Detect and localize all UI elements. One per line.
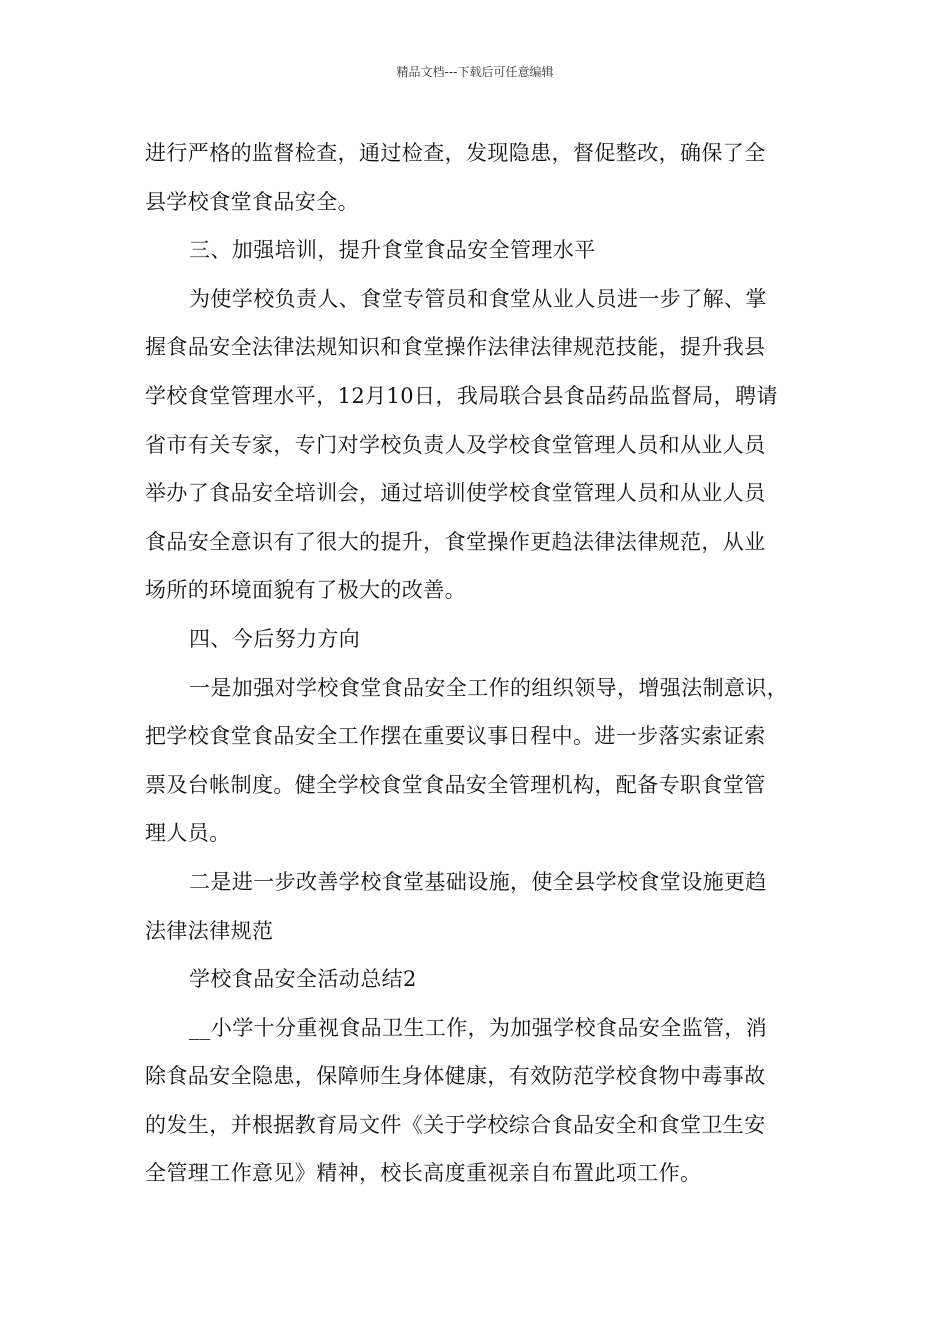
text-line: 理人员。 <box>145 821 231 846</box>
text-line: 场所的环境面貌有了极大的改善。 <box>145 578 466 603</box>
text-line: 举办了食品安全培训会，通过培训使学校食堂管理人员和从业人员 <box>145 481 766 506</box>
text-line: 把学校食堂食品安全工作摆在重要议事日程中。进一步落实索证索 <box>145 724 766 749</box>
text-line: 法律法律规范 <box>145 918 274 943</box>
section-heading: 四、今后努力方向 <box>189 626 361 651</box>
text-line: 进行严格的监督检查，通过检查，发现隐患，督促整改，确保了全 <box>145 141 766 165</box>
text-line: 食品安全意识有了很大的提升，食堂操作更趋法律法律规范，从业 <box>145 529 766 554</box>
text-line: 的发生，并根据教育局文件《关于学校综合食品安全和食堂卫生安 <box>145 1112 766 1137</box>
text-line: 一是加强对学校食堂食品安全工作的组织领导，增强法制意识， <box>189 675 789 700</box>
text-line: __小学十分重视食品卫生工作，为加强学校食品安全监管，消 <box>189 1015 768 1040</box>
text-line: 全管理工作意见》精神，校长高度重视亲自布置此项工作。 <box>145 1161 702 1186</box>
document-body <box>145 129 825 1198</box>
text-line: 二是进一步改善学校食堂基础设施，使全县学校食堂设施更趋 <box>189 869 767 894</box>
text-line: 握食品安全法律法规知识和食堂操作法律法律规范技能，提升我县 <box>145 335 766 360</box>
document-subtitle: 学校食品安全活动总结2 <box>189 967 417 992</box>
page-header: 精品文档---下载后可任意编辑 <box>396 65 554 79</box>
text-line: 省市有关专家，专门对学校负责人及学校食堂管理人员和从业人员 <box>145 432 766 457</box>
section-heading: 三、加强培训，提升食堂食品安全管理水平 <box>189 238 596 263</box>
text-line: 除食品安全隐患，保障师生身体健康，有效防范学校食物中毒事故 <box>145 1064 766 1089</box>
text-line: 票及台帐制度。健全学校食堂食品安全管理机构，配备专职食堂管 <box>145 772 766 797</box>
text-line: 学校食堂管理水平，12月10日，我局联合县食品药品监督局，聘请 <box>145 383 778 408</box>
text-line: 为使学校负责人、食堂专管员和食堂从业人员进一步了解、掌 <box>189 286 767 311</box>
text-line: 县学校食堂食品安全。 <box>145 189 359 214</box>
